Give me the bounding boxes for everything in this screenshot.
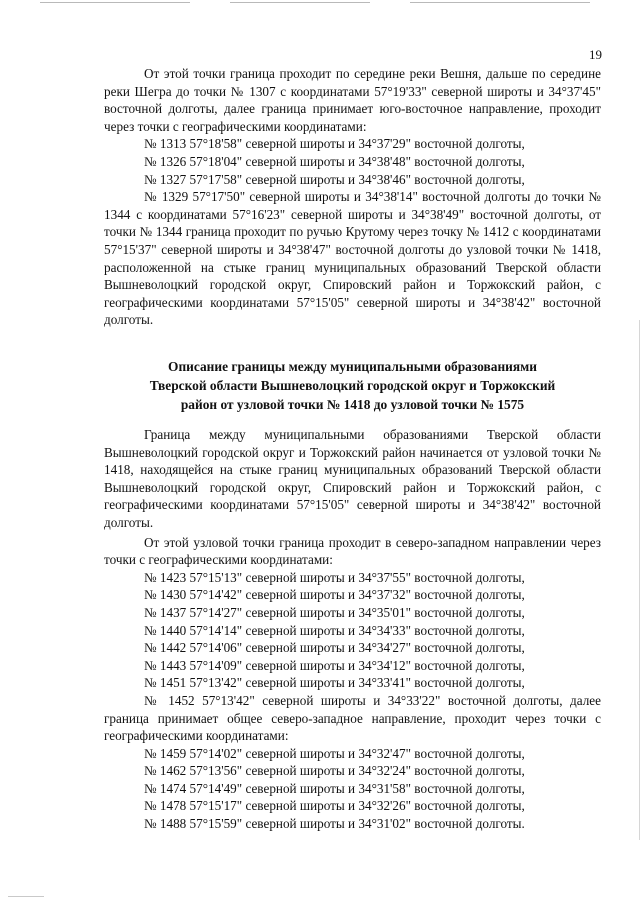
heading-line-1: Описание границы между муниципальными образованиями	[168, 359, 537, 374]
coordinate-line: № 1430 57°14'42" северной широты и 34°37'32" восточной долготы,	[144, 587, 525, 603]
section-heading	[104, 357, 601, 414]
coordinate-list-3	[104, 745, 601, 833]
coordinate-line: № 1443 57°14'09" северной широты и 34°34'12" восточной долготы,	[144, 657, 525, 673]
coordinate-list-1	[104, 135, 601, 188]
coordinate-line: № 1459 57°14'02" северной широты и 34°32'47" восточной долготы,	[144, 745, 525, 761]
text-block-upper	[104, 65, 601, 329]
coordinate-list-2	[104, 569, 601, 692]
coordinate-line: № 1451 57°13'42" северной широты и 34°33'41" восточной долготы,	[144, 675, 525, 691]
coordinate-line: № 1327 57°17'58" северной широты и 34°38'46" восточной долготы,	[144, 171, 525, 187]
paragraph-river-boundary: От этой точки граница проходит по середине реки Вешня, дальше по середине реки Шегра до точки № 1307 с координатами 57°19'33" северной широты и 34°37'45" восточной долготы, далее граница принимает юго-восточное направление, проходит через точки с географическими координатами:	[104, 66, 601, 134]
coordinate-line: № 1423 57°15'13" северной широты и 34°37'55" восточной долготы,	[144, 569, 525, 585]
coordinate-line: № 1437 57°14'27" северной широты и 34°35'01" восточной долготы,	[144, 604, 525, 620]
coordinate-line: № 1440 57°14'14" северной широты и 34°34'33" восточной долготы,	[144, 622, 525, 638]
coordinate-line: № 1462 57°13'56" северной широты и 34°32'24" восточной долготы,	[144, 763, 525, 779]
heading-line-2: Тверской области Вышневолоцкий городской округ и Торжокский	[149, 378, 556, 393]
heading-line-3: район от узловой точки № 1418 до узловой точки № 1575	[180, 397, 525, 412]
coordinate-line: № 1326 57°18'04" северной широты и 34°38'48" восточной долготы,	[144, 153, 525, 169]
coordinate-line: № 1442 57°14'06" северной широты и 34°34'27" восточной долготы,	[144, 640, 525, 656]
coordinate-line: № 1488 57°15'59" северной широты и 34°31'02" восточной долготы.	[144, 816, 525, 832]
scan-edge-top	[0, 0, 640, 7]
text-block-lower	[104, 426, 601, 833]
paragraph-boundary-start: Граница между муниципальными образованиями Тверской области Вышневолоцкий городской округ и Торжокский район начинается от узловой точки № 1418, находящейся на стыке границ муниципальных образований Тверской области Вышневолоцкий городской округ, Спировский район и Торжокский район, с географическими координатами 57°15'05" северной широты и 34°38'42" восточной долготы.	[104, 427, 601, 530]
paragraph-general-northwest: № 1452 57°13'42" северной широты и 34°33'22" восточной долготы, далее граница принимает общее северо-западное направление, проходит через точки с географическими координатами:	[104, 692, 601, 744]
paragraph-northwest-direction: От этой узловой точки граница проходит в северо-западном направлении через точки с географическими координатами:	[104, 534, 601, 568]
coordinate-line: № 1313 57°18'58" северной широты и 34°37'29" восточной долготы,	[144, 136, 525, 152]
scan-edge-right	[636, 320, 640, 840]
coordinate-line: № 1474 57°14'49" северной широты и 34°31'58" восточной долготы,	[144, 780, 525, 796]
coordinate-line: № 1478 57°15'17" северной широты и 34°32'26" восточной долготы,	[144, 798, 525, 814]
page-number: 19	[589, 47, 602, 62]
paragraph-stream-boundary: № 1329 57°17'50" северной широты и 34°38'14" восточной долготы до точки № 1344 с координатами 57°16'23" северной широты и 34°38'49" восточной долготы, от точки № 1344 граница проходит по ручью Крутому через точку № 1412 с координатами 57°15'37" северной широты и 34°38'47" восточной долготы до узловой точки № 1418, расположенной на стыке границ муниципальных образований Тверской области Вышневолоцкий городской округ, Спировский район и Торжокский район, с географическими координатами 57°15'05" северной широты и 34°38'42" восточной долготы.	[104, 189, 601, 328]
scan-edge-bottom	[8, 896, 44, 897]
